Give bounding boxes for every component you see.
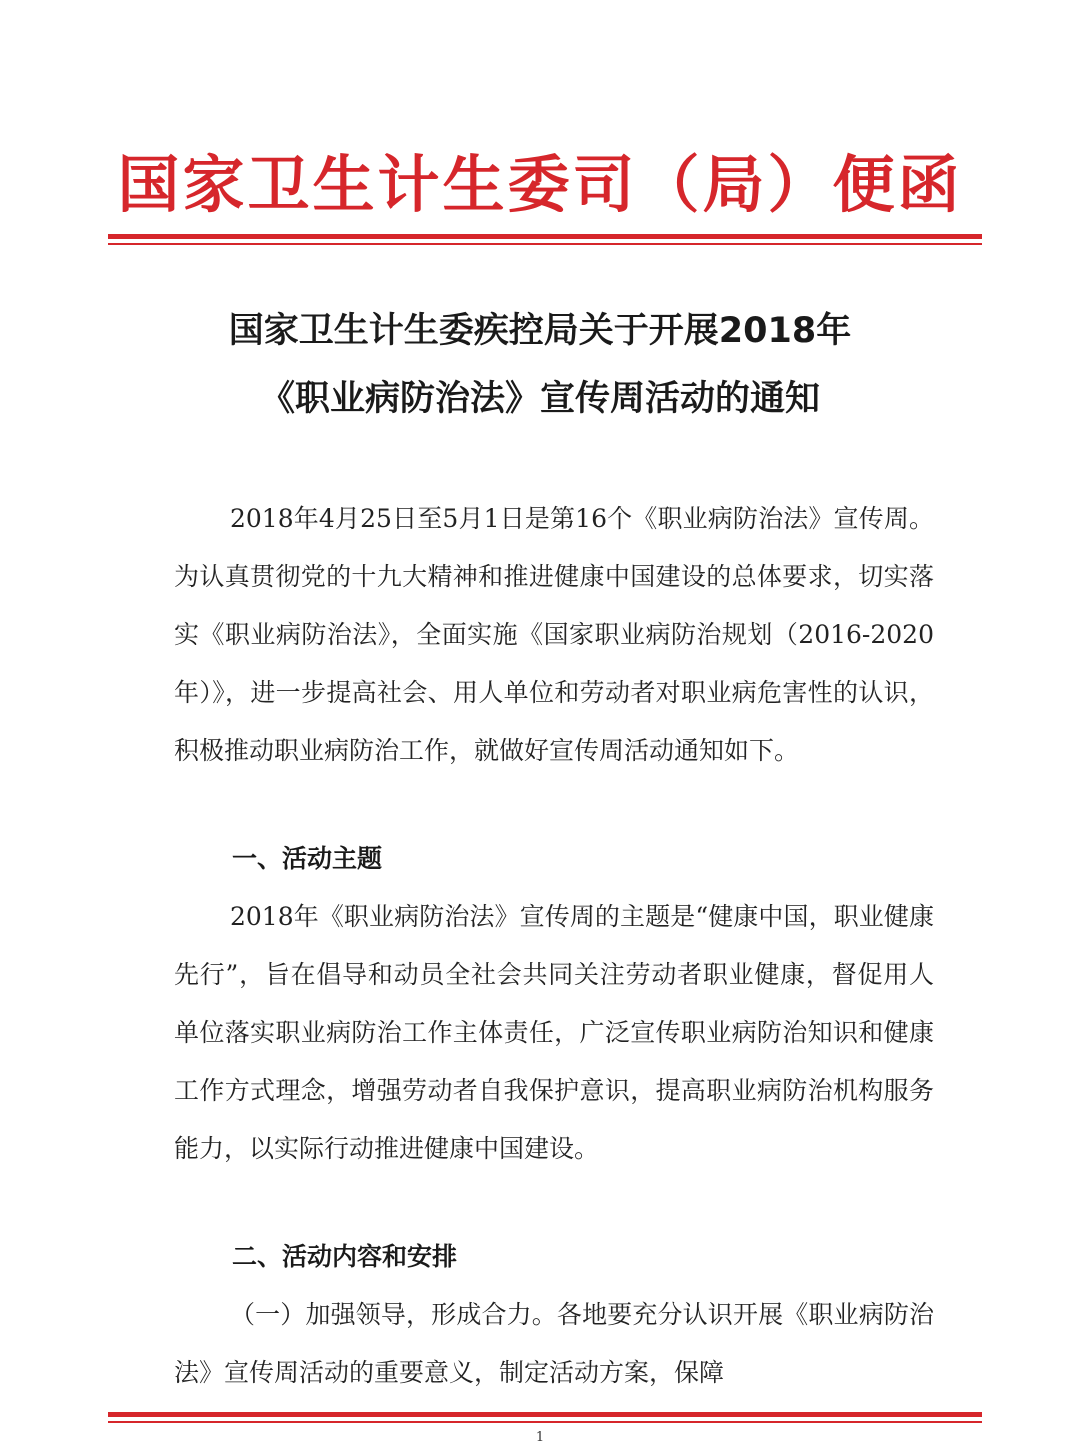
section-heading-theme: 一、活动主题 — [232, 844, 383, 873]
document-title-line-2: 《职业病防治法》宣传周活动的通知 — [259, 379, 820, 419]
footer-red-rule — [108, 1412, 982, 1423]
page-number: 1 — [535, 1430, 545, 1445]
intro-paragraph: 2018年4月25日至5月1日是第16个《职业病防治法》宣传周。为认真贯彻党的十九大精神和推进健康中国建设的总体要求，切实落实《职业病防治法》，全面实施《国家职业病防治规划（2016-2020年）》，进一步提高社会、用人单位和劳动者对职业病危害性的认识，积极推动职业病防治工作，就做好宣传周活动通知如下。 — [174, 504, 934, 765]
letterhead-title: 国家卫生计生委司（局）便函 — [117, 148, 963, 221]
letterhead-red-rule — [108, 234, 982, 245]
item-paragraph-1: （一）加强领导，形成合力。各地要充分认识开展《职业病防治法》宣传周活动的重要意义，制定活动方案，保障 — [174, 1300, 934, 1387]
theme-paragraph: 2018年《职业病防治法》宣传周的主题是“健康中国，职业健康先行”，旨在倡导和动员全社会共同关注劳动者职业健康，督促用人单位落实职业病防治工作主体责任，广泛宣传职业病防治知识和健康工作方式理念，增强劳动者自我保护意识，提高职业病防治机构服务能力，以实际行动推进健康中国建设。 — [174, 902, 934, 1163]
document-title-line-1: 国家卫生计生委疾控局关于开展2018年 — [228, 311, 852, 351]
section-heading-activities: 二、活动内容和安排 — [232, 1242, 458, 1271]
